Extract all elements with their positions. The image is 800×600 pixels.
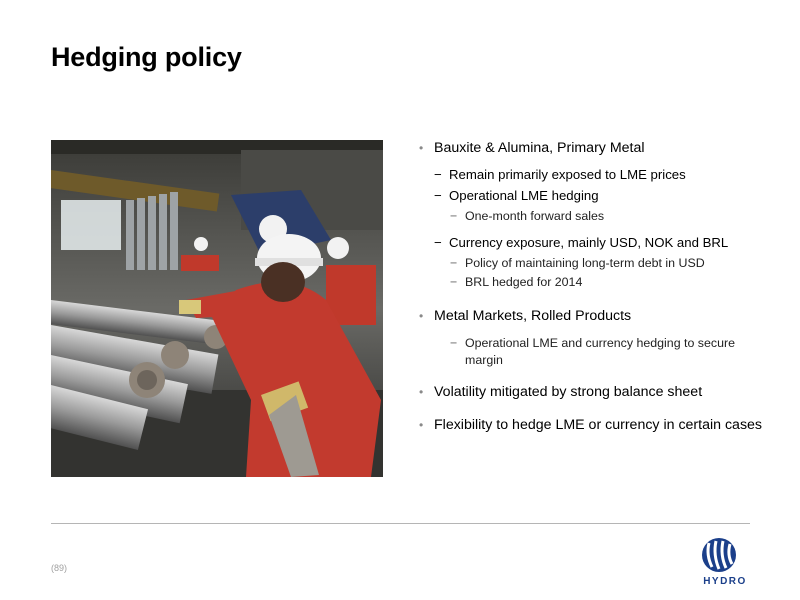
dash-icon: − <box>450 209 458 223</box>
sub-sub-bullet-text: BRL hedged for 2014 <box>465 275 583 289</box>
sub-sub-bullet-item <box>419 207 764 226</box>
footer-divider <box>51 523 750 524</box>
bullet-dot-icon: • <box>419 141 424 155</box>
dash-icon: − <box>450 275 458 289</box>
sub-bullet-text: Remain primarily exposed to LME prices <box>449 167 686 182</box>
sub-sub-bullet-text: Operational LME and currency hedging to secure margin <box>465 336 735 367</box>
sub-bullet-item <box>419 164 764 185</box>
bullet-list <box>419 138 764 436</box>
dash-icon: − <box>434 235 442 250</box>
bullet-text: Bauxite & Alumina, Primary Metal <box>434 140 645 156</box>
bullet-text: Volatility mitigated by strong balance sheet <box>434 384 703 400</box>
bullet-item <box>419 138 764 159</box>
dash-icon: − <box>450 336 458 350</box>
bullet-dot-icon: • <box>419 418 424 432</box>
bullet-item <box>419 382 764 403</box>
bullet-dot-icon: • <box>419 385 424 399</box>
bullet-item <box>419 306 764 327</box>
sub-bullet-item <box>419 185 764 206</box>
dash-icon: − <box>434 167 442 182</box>
sub-sub-bullet-item <box>419 254 764 273</box>
sub-bullet-text: Operational LME hedging <box>449 188 599 203</box>
workers-photo <box>51 140 383 477</box>
bullet-text: Flexibility to hedge LME or currency in certain cases <box>434 417 763 433</box>
bullet-dot-icon: • <box>419 309 424 323</box>
sub-sub-bullet-text: Policy of maintaining long-term debt in USD <box>465 256 705 270</box>
slide-title: Hedging policy <box>51 42 242 72</box>
sub-sub-bullet-item <box>419 273 764 292</box>
dash-icon: − <box>450 256 458 270</box>
dash-icon: − <box>434 188 442 203</box>
sub-bullet-text: Currency exposure, mainly USD, NOK and BRL <box>449 235 729 250</box>
bullet-item <box>419 415 764 436</box>
page-number: (89) <box>51 563 68 573</box>
logo-wordmark: HYDRO <box>703 576 747 587</box>
bullet-text: Metal Markets, Rolled Products <box>434 308 632 324</box>
sub-bullet-item <box>419 232 764 253</box>
sub-sub-bullet-item <box>419 335 764 369</box>
sub-sub-bullet-text: One-month forward sales <box>465 209 605 223</box>
